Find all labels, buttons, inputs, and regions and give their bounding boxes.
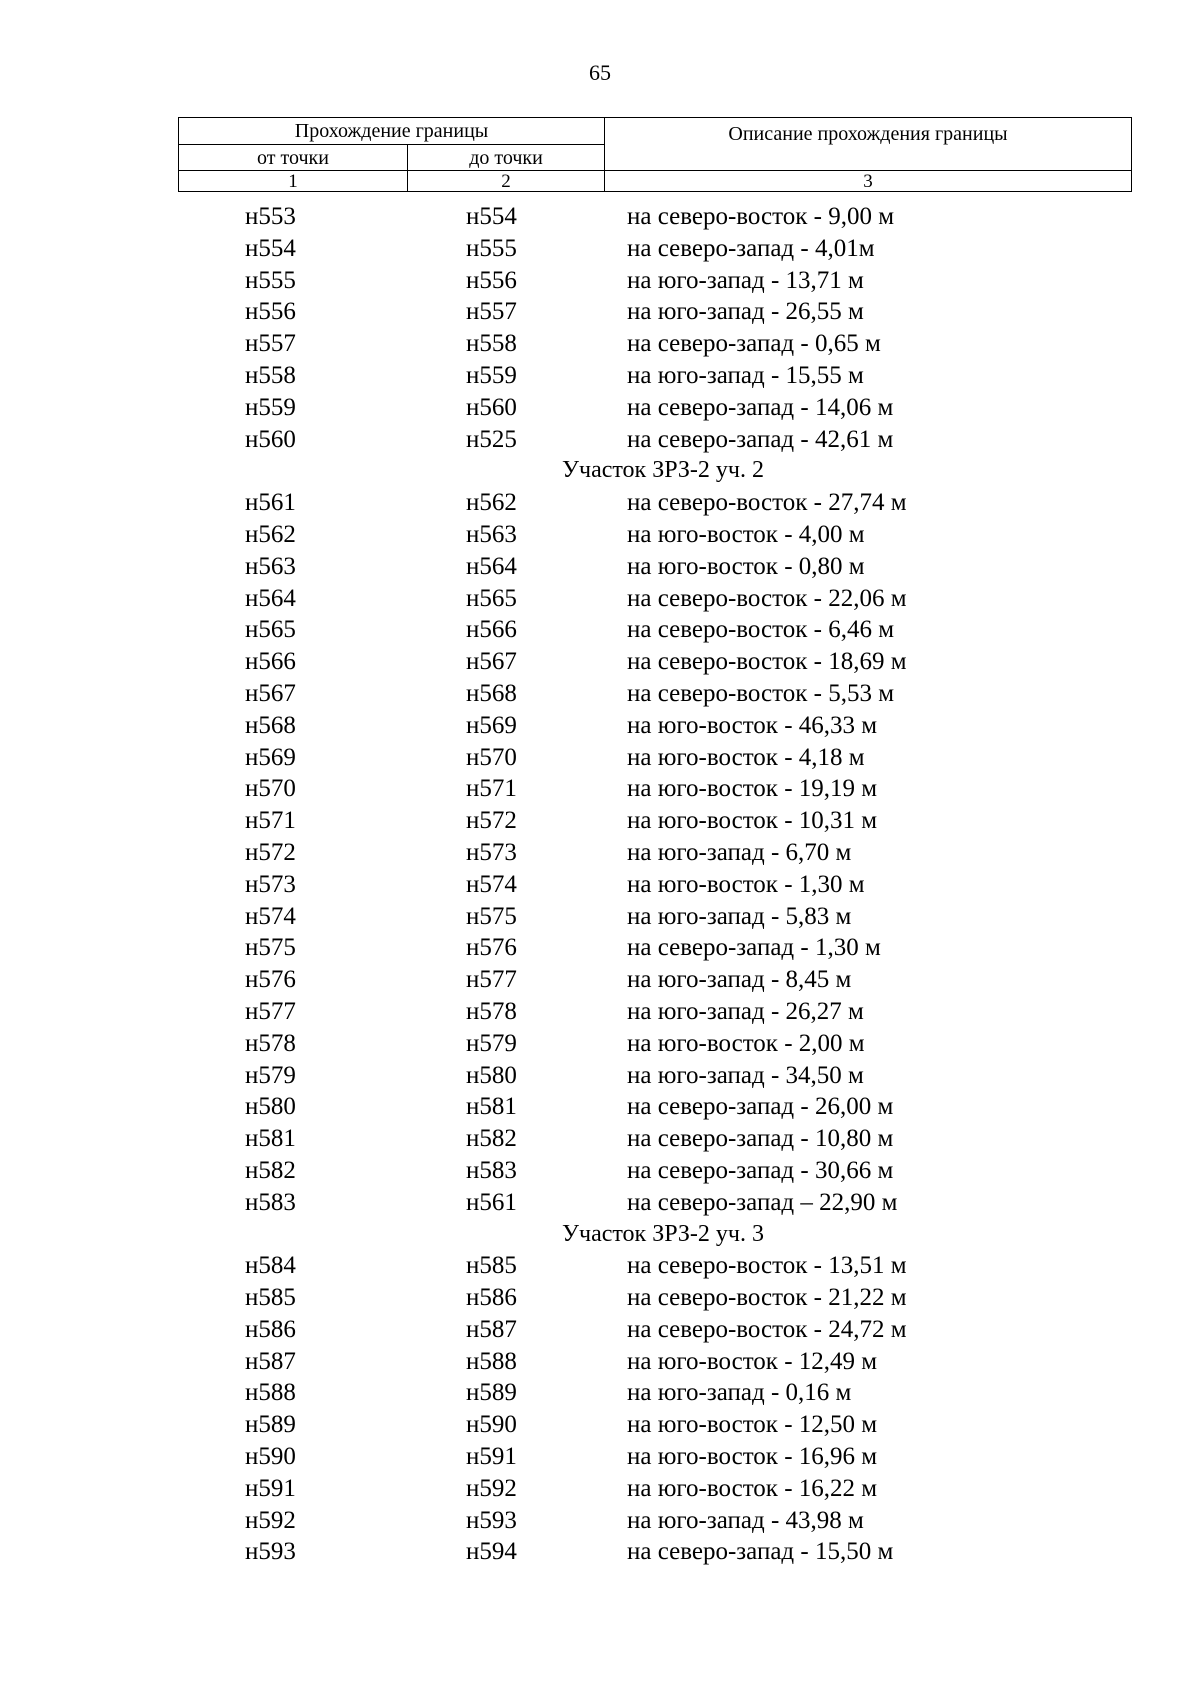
from-point-cell: н560 <box>245 425 296 453</box>
to-point-cell: н568 <box>466 679 517 707</box>
table-row <box>0 1155 1200 1187</box>
description-cell: на юго-восток - 0,80 м <box>627 552 865 580</box>
description-cell: на северо-запад - 10,80 м <box>627 1125 894 1153</box>
from-point-cell: н592 <box>245 1506 296 1534</box>
description-cell: на северо-восток - 22,06 м <box>627 584 907 612</box>
table-row <box>0 551 1200 583</box>
table-row <box>0 233 1200 265</box>
section-heading: Участок ЗРЗ-2 уч. 2 <box>562 457 764 484</box>
table-row <box>0 1536 1200 1568</box>
to-point-cell: н585 <box>466 1252 517 1280</box>
to-point-cell: н578 <box>466 997 517 1025</box>
to-point-cell: н577 <box>466 966 517 994</box>
section-heading: Участок ЗРЗ-2 уч. 3 <box>562 1220 764 1247</box>
to-point-cell: н564 <box>466 552 517 580</box>
description-cell: на юго-восток - 19,19 м <box>627 775 878 803</box>
to-point-cell: н570 <box>466 743 517 771</box>
from-point-cell: н586 <box>245 1315 296 1343</box>
from-point-cell: н590 <box>245 1443 296 1471</box>
to-point-cell: н583 <box>466 1156 517 1184</box>
to-point-cell: н559 <box>466 361 517 389</box>
description-cell: на юго-запад - 5,83 м <box>627 902 852 930</box>
description-cell: на северо-восток - 5,53 м <box>627 679 895 707</box>
table-row <box>0 1028 1200 1060</box>
description-cell: на северо-восток - 6,46 м <box>627 616 895 644</box>
from-point-cell: н559 <box>245 393 296 421</box>
description-cell: на юго-запад - 13,71 м <box>627 266 864 294</box>
from-point-cell: н561 <box>245 489 296 517</box>
description-cell: на юго-запад - 6,70 м <box>627 838 852 866</box>
section-heading-row <box>0 455 1200 487</box>
description-cell: на северо-восток - 13,51 м <box>627 1252 907 1280</box>
from-point-cell: н579 <box>245 1061 296 1089</box>
to-point-cell: н573 <box>466 838 517 866</box>
to-point-cell: н555 <box>466 234 517 262</box>
from-point-cell: н583 <box>245 1188 296 1216</box>
description-cell: на северо-запад - 26,00 м <box>627 1093 894 1121</box>
to-point-cell: н593 <box>466 1506 517 1534</box>
table-row <box>0 424 1200 456</box>
table-row <box>0 201 1200 233</box>
to-point-cell: н556 <box>466 266 517 294</box>
table-row <box>0 296 1200 328</box>
from-point-cell: н570 <box>245 775 296 803</box>
description-cell: на юго-восток - 46,33 м <box>627 711 878 739</box>
table-row <box>0 710 1200 742</box>
description-cell: на юго-восток - 2,00 м <box>627 1029 865 1057</box>
table-row <box>0 1060 1200 1092</box>
header-group-label: Прохождение границы <box>179 118 605 145</box>
to-point-cell: н572 <box>466 807 517 835</box>
to-point-cell: н561 <box>466 1188 517 1216</box>
description-cell: на юго-восток - 10,31 м <box>627 807 878 835</box>
table-row <box>0 646 1200 678</box>
table-row <box>0 1250 1200 1282</box>
to-point-cell: н571 <box>466 775 517 803</box>
to-point-cell: н589 <box>466 1379 517 1407</box>
from-point-cell: н567 <box>245 679 296 707</box>
from-point-cell: н593 <box>245 1538 296 1566</box>
description-cell: на северо-запад - 30,66 м <box>627 1156 894 1184</box>
boundary-table-header <box>178 117 1132 192</box>
to-point-cell: н525 <box>466 425 517 453</box>
from-point-cell: н553 <box>245 203 296 230</box>
page-number: 65 <box>589 60 611 85</box>
table-row <box>0 996 1200 1028</box>
from-point-cell: н572 <box>245 838 296 866</box>
to-point-cell: н580 <box>466 1061 517 1089</box>
table-row <box>0 328 1200 360</box>
from-point-cell: н575 <box>245 934 296 962</box>
description-cell: на юго-запад - 0,16 м <box>627 1379 852 1407</box>
to-point-cell: н590 <box>466 1411 517 1439</box>
table-row <box>0 360 1200 392</box>
from-point-cell: н581 <box>245 1125 296 1153</box>
description-cell: на юго-восток - 12,50 м <box>627 1411 878 1439</box>
description-cell: на северо-восток - 24,72 м <box>627 1315 907 1343</box>
from-point-cell: н578 <box>245 1029 296 1057</box>
table-row <box>0 519 1200 551</box>
header-col-number-1: 1 <box>179 171 408 192</box>
from-point-cell: н562 <box>245 520 296 548</box>
from-point-cell: н587 <box>245 1347 296 1375</box>
from-point-cell: н582 <box>245 1156 296 1184</box>
from-point-cell: н580 <box>245 1093 296 1121</box>
from-point-cell: н558 <box>245 361 296 389</box>
table-row <box>0 1187 1200 1219</box>
from-point-cell: н557 <box>245 330 296 358</box>
to-point-cell: н569 <box>466 711 517 739</box>
table-row <box>0 1123 1200 1155</box>
description-cell: на юго-восток - 16,22 м <box>627 1474 878 1502</box>
to-point-cell: н563 <box>466 520 517 548</box>
to-point-cell: н565 <box>466 584 517 612</box>
table-row <box>0 583 1200 615</box>
description-cell: на северо-восток - 21,22 м <box>627 1284 907 1312</box>
description-cell: на северо-запад – 22,90 м <box>627 1188 898 1216</box>
description-cell: на юго-запад - 15,55 м <box>627 361 864 389</box>
description-cell: на северо-запад - 42,61 м <box>627 425 894 453</box>
to-point-cell: н591 <box>466 1443 517 1471</box>
table-row <box>0 487 1200 519</box>
table-row <box>0 1282 1200 1314</box>
from-point-cell: н588 <box>245 1379 296 1407</box>
description-cell: на юго-запад - 43,98 м <box>627 1506 864 1534</box>
from-point-cell: н576 <box>245 966 296 994</box>
description-cell: на юго-запад - 26,27 м <box>627 997 864 1025</box>
to-point-cell: н566 <box>466 616 517 644</box>
from-point-cell: н569 <box>245 743 296 771</box>
description-cell: на юго-восток - 4,18 м <box>627 743 865 771</box>
to-point-cell: н574 <box>466 870 517 898</box>
description-cell: на юго-восток - 16,96 м <box>627 1443 878 1471</box>
description-cell: на юго-запад - 26,55 м <box>627 298 864 326</box>
boundary-rows <box>0 201 1200 1568</box>
from-point-cell: н571 <box>245 807 296 835</box>
table-row <box>0 869 1200 901</box>
header-col-number-2: 2 <box>408 171 605 192</box>
table-row <box>0 1314 1200 1346</box>
table-row <box>0 964 1200 996</box>
table-row <box>0 773 1200 805</box>
from-point-cell: н566 <box>245 648 296 676</box>
header-col-number-3: 3 <box>605 171 1132 192</box>
table-row <box>0 1473 1200 1505</box>
description-cell: на северо-восток - 18,69 м <box>627 648 907 676</box>
from-point-cell: н573 <box>245 870 296 898</box>
to-point-cell: н558 <box>466 330 517 358</box>
to-point-cell: н554 <box>466 203 517 230</box>
description-cell: на северо-запад - 0,65 м <box>627 330 881 358</box>
table-row <box>0 614 1200 646</box>
description-cell: на северо-запад - 15,50 м <box>627 1538 894 1566</box>
table-row <box>0 932 1200 964</box>
to-point-cell: н581 <box>466 1093 517 1121</box>
table-row <box>0 1409 1200 1441</box>
description-cell: на юго-восток - 1,30 м <box>627 870 865 898</box>
to-point-cell: н560 <box>466 393 517 421</box>
from-point-cell: н577 <box>245 997 296 1025</box>
description-cell: на юго-восток - 4,00 м <box>627 520 865 548</box>
to-point-cell: н587 <box>466 1315 517 1343</box>
description-cell: на юго-восток - 12,49 м <box>627 1347 878 1375</box>
to-point-cell: н567 <box>466 648 517 676</box>
description-cell: на северо-восток - 9,00 м <box>627 203 895 230</box>
to-point-cell: н576 <box>466 934 517 962</box>
to-point-cell: н582 <box>466 1125 517 1153</box>
table-row <box>0 837 1200 869</box>
table-row <box>0 1505 1200 1537</box>
from-point-cell: н589 <box>245 1411 296 1439</box>
from-point-cell: н555 <box>245 266 296 294</box>
from-point-cell: н568 <box>245 711 296 739</box>
description-cell: на северо-восток - 27,74 м <box>627 489 907 517</box>
table-row <box>0 1441 1200 1473</box>
from-point-cell: н554 <box>245 234 296 262</box>
description-cell: на юго-запад - 8,45 м <box>627 966 852 994</box>
to-point-cell: н592 <box>466 1474 517 1502</box>
from-point-cell: н591 <box>245 1474 296 1502</box>
to-point-cell: н594 <box>466 1538 517 1566</box>
table-row <box>0 678 1200 710</box>
table-row <box>0 1346 1200 1378</box>
from-point-cell: н584 <box>245 1252 296 1280</box>
from-point-cell: н564 <box>245 584 296 612</box>
table-row <box>0 1091 1200 1123</box>
table-row <box>0 1377 1200 1409</box>
table-row <box>0 805 1200 837</box>
from-point-cell: н563 <box>245 552 296 580</box>
to-point-cell: н557 <box>466 298 517 326</box>
description-cell: на северо-запад - 14,06 м <box>627 393 894 421</box>
header-from-label: от точки <box>179 145 408 171</box>
to-point-cell: н588 <box>466 1347 517 1375</box>
from-point-cell: н585 <box>245 1284 296 1312</box>
header-to-label: до точки <box>408 145 605 171</box>
to-point-cell: н579 <box>466 1029 517 1057</box>
description-cell: на северо-запад - 4,01м <box>627 234 875 262</box>
from-point-cell: н556 <box>245 298 296 326</box>
description-cell: на юго-запад - 34,50 м <box>627 1061 864 1089</box>
to-point-cell: н562 <box>466 489 517 517</box>
from-point-cell: н574 <box>245 902 296 930</box>
to-point-cell: н575 <box>466 902 517 930</box>
section-heading-row <box>0 1219 1200 1251</box>
table-row <box>0 901 1200 933</box>
table-row <box>0 392 1200 424</box>
table-row <box>0 265 1200 297</box>
description-cell: на северо-запад - 1,30 м <box>627 934 881 962</box>
header-desc-label: Описание прохождения границы <box>605 118 1132 171</box>
table-row <box>0 742 1200 774</box>
from-point-cell: н565 <box>245 616 296 644</box>
to-point-cell: н586 <box>466 1284 517 1312</box>
